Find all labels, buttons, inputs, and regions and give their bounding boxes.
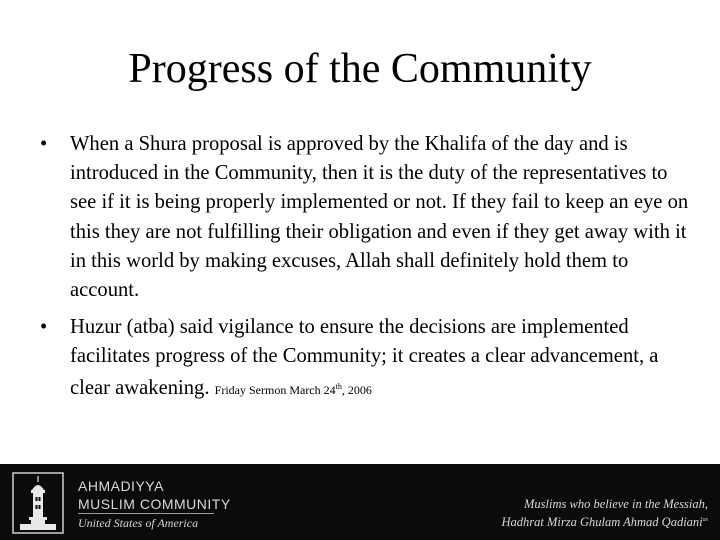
tagline-line2-text: Hadhrat Mirza Ghulam Ahmad Qadiani (501, 515, 703, 530)
footer-tagline (501, 496, 708, 530)
bullet-item (36, 130, 696, 305)
citation-year: , 2006 (341, 382, 372, 397)
tagline-line2 (501, 512, 708, 530)
minaret-logo-icon (12, 472, 64, 534)
bullet-icon: • (40, 133, 48, 155)
slide-title: Progress of the Community (128, 46, 592, 92)
bullet-icon: • (40, 316, 48, 339)
organization-name-line1: AHMADIYYA (78, 478, 164, 494)
bullet-text: When a Shura proposal is approved by the Khalifa of the day and is introduced in the Community, then it is the duty of the representatives to see if it is being properly implemented or not. If they fail to keep an eye on this they are not fulfilling their obligation and even if they get away with it in this world by making excuses, Allah shall definitely hold them to account. (70, 133, 689, 302)
citation (215, 383, 372, 397)
organization-name-line2: MUSLIM COMMUNITY (78, 496, 231, 512)
citation-prefix: Friday Sermon March 24 (214, 382, 336, 397)
bullet-item (36, 313, 696, 405)
footer-banner (0, 464, 720, 540)
footer-divider (78, 513, 214, 514)
bullet-list (36, 130, 696, 413)
bullet-text: Huzur (atba) said vigilance to ensure the decisions are implemented facilitates progress of the Community; it creates a clear advancement, a clear awakening. (70, 316, 659, 399)
tagline-honorific: as (702, 517, 708, 523)
citation-ordinal: th (335, 381, 342, 391)
organization-country: United States of America (78, 516, 199, 530)
organization-name (78, 477, 231, 513)
tagline-line1: Muslims who believe in the Messiah, (524, 497, 708, 511)
